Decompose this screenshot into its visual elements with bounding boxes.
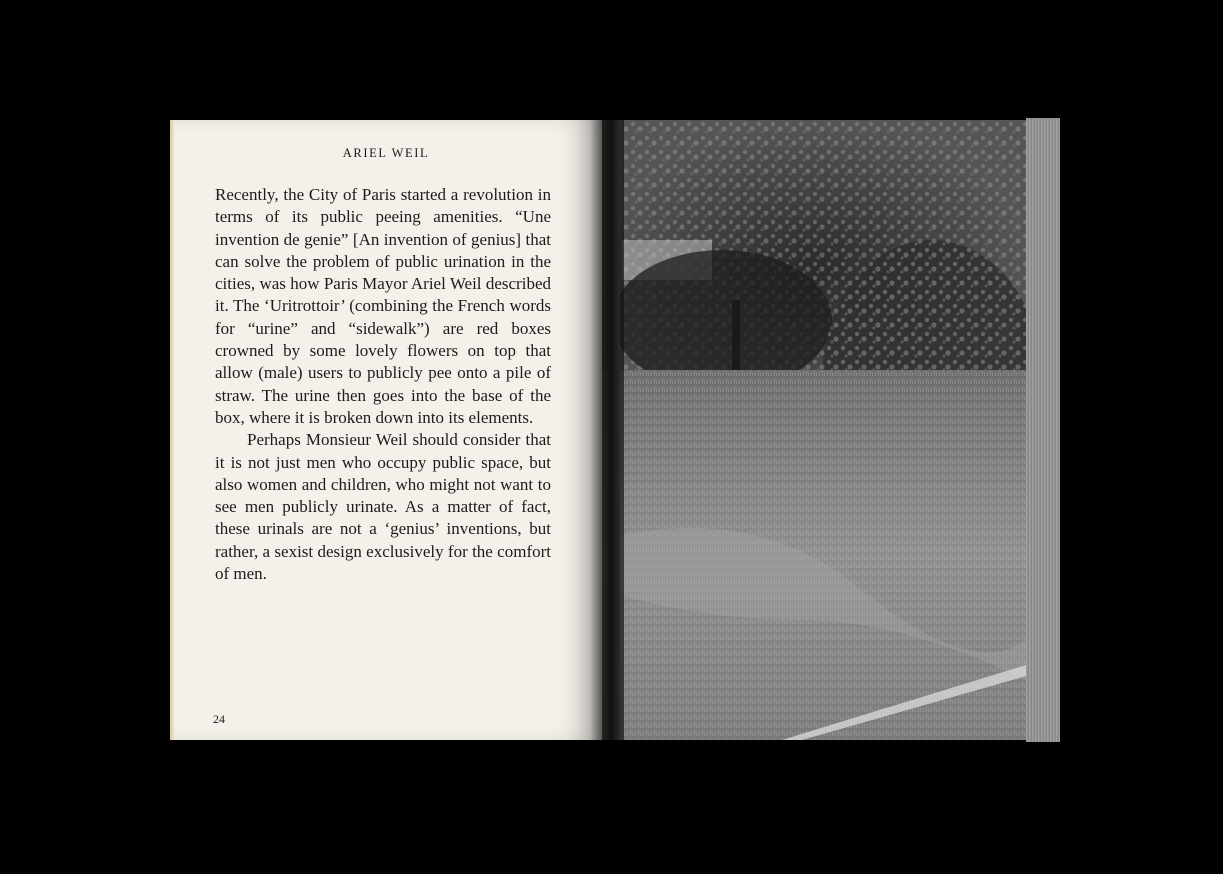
garden-photo bbox=[602, 120, 1026, 740]
left-page bbox=[170, 120, 602, 740]
paragraph-1: Recently, the City of Paris started a revolution in terms of its public peeing amenities. “Une invention de genie” [An invention of genius] that can solve the problem of public urination in the cities, was how Paris Mayor Ariel Weil described it. The ‘Uritrottoir’ (combining the French words for “urine” and “sidewalk”) are red boxes crowned by some lovely flowers on top that allow (male) users to publicly pee onto a pile of straw. The urine then goes into the base of the box, where it is broken down into its elements. bbox=[215, 185, 551, 427]
paragraph-2: Perhaps Monsieur Weil should consider that it is not just men who occupy public space, but also women and children, who might not want to see men publicly urinate. As a matter of fact, these urinals are not a ‘genius’ inventions, but rather, a sexist design exclusively for the comfort of men. bbox=[215, 430, 551, 584]
page-block-edge bbox=[1026, 118, 1060, 742]
book-gutter-shadow bbox=[590, 120, 620, 740]
left-page-edge bbox=[170, 120, 174, 740]
running-head: ARIEL WEIL bbox=[342, 146, 430, 160]
right-page-photo bbox=[602, 120, 1026, 740]
book-spread bbox=[170, 118, 1060, 742]
page-number: 24 bbox=[213, 712, 225, 726]
body-text bbox=[215, 184, 551, 585]
